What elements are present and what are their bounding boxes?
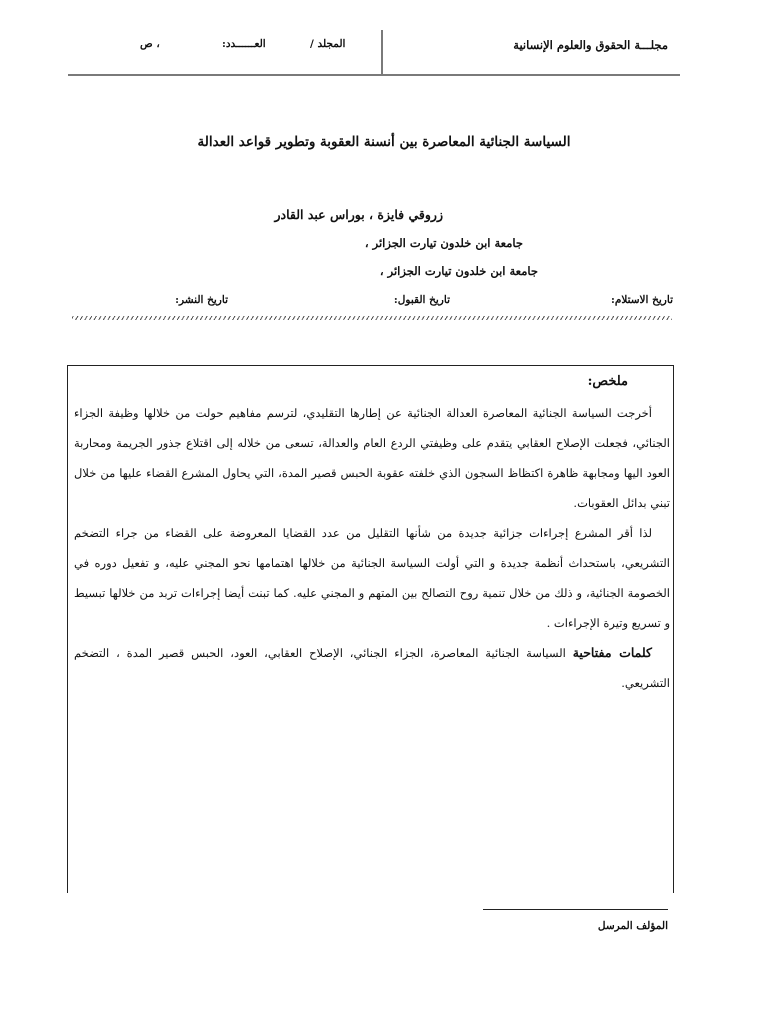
keywords — [74, 638, 670, 698]
abstract-paragraph-2: لذا أقر المشرع إجراءات جزائية جديدة من شأنها التقليل من عدد القضايا المعروضة على القضاء من جراء التضخم التشريعي، باستحداث أنظمة جديدة و التي أولت السياسة الجنائية من خلالها اهتمامها نحو المجني عليه، و تفعيل دوره في الخصومة الجنائية، و ذلك من خلال تنمية روح التصالح بين المتهم و المجني عليه. كما تبنت أيضا إجراءات تربد من خلالها تبسيط و تسريع وتيرة الإجراءات . — [74, 526, 670, 630]
author-affiliation-2: جامعة ابن خلدون تيارت الجزائر ، — [379, 264, 538, 278]
issue-number-label: العــــــدد: — [222, 38, 266, 50]
article-authors: زروقي فايزة ، بوراس عبد القادر — [274, 207, 443, 222]
keywords-text: السياسة الجنائية المعاصرة، الجزاء الجنائي، الإصلاح العقابي، العود، الحبس قصير المدة ، التضخم التشريعي. — [74, 646, 670, 690]
published-date-label: تاريخ النشر: — [175, 294, 228, 306]
abstract-heading: ملخص: — [587, 374, 628, 389]
header-rule — [68, 74, 680, 76]
abstract-content — [74, 372, 670, 698]
volume-label: المجلد / — [310, 38, 346, 50]
journal-name: مجلـــة الحقوق والعلوم الإنسانية — [513, 38, 668, 52]
author-affiliation-1: جامعة ابن خلدون تيارت الجزائر ، — [364, 236, 523, 250]
footnote-rule — [483, 909, 668, 910]
header-divider — [381, 30, 383, 76]
page-number-label: ، ص — [140, 38, 160, 50]
article-title: السياسة الجنائية المعاصرة بين أنسنة العقوبة وتطوير قواعد العدالة — [197, 134, 571, 150]
section-separator — [72, 316, 672, 320]
abstract-paragraph-1: أخرجت السياسة الجنائية المعاصرة العدالة الجنائية عن إطارها التقليدي، لترسم مفاهيم حولت من خلالها وظيفة الجزاء الجنائي، فجعلت الإصلاح العقابي يتقدم على وظيفتي الردع العام والعدالة، تسعى من خلاله إلى اقتلاع جذور الجريمة ومحاربة العود اليها ومجابهة ظاهرة اكتظاظ السجون الذي خلفته عقوبة الحبس قصير المدة، التي يحاول المشرع القضاء عليها من خلال تبني بدائل العقوبات. — [74, 406, 670, 510]
corresponding-author-label: المؤلف المرسل — [597, 920, 668, 932]
keywords-label: كلمات مفتاحية — [572, 645, 652, 660]
accepted-date-label: تاريخ القبول: — [393, 294, 450, 306]
received-date-label: تاريخ الاستلام: — [610, 294, 673, 306]
